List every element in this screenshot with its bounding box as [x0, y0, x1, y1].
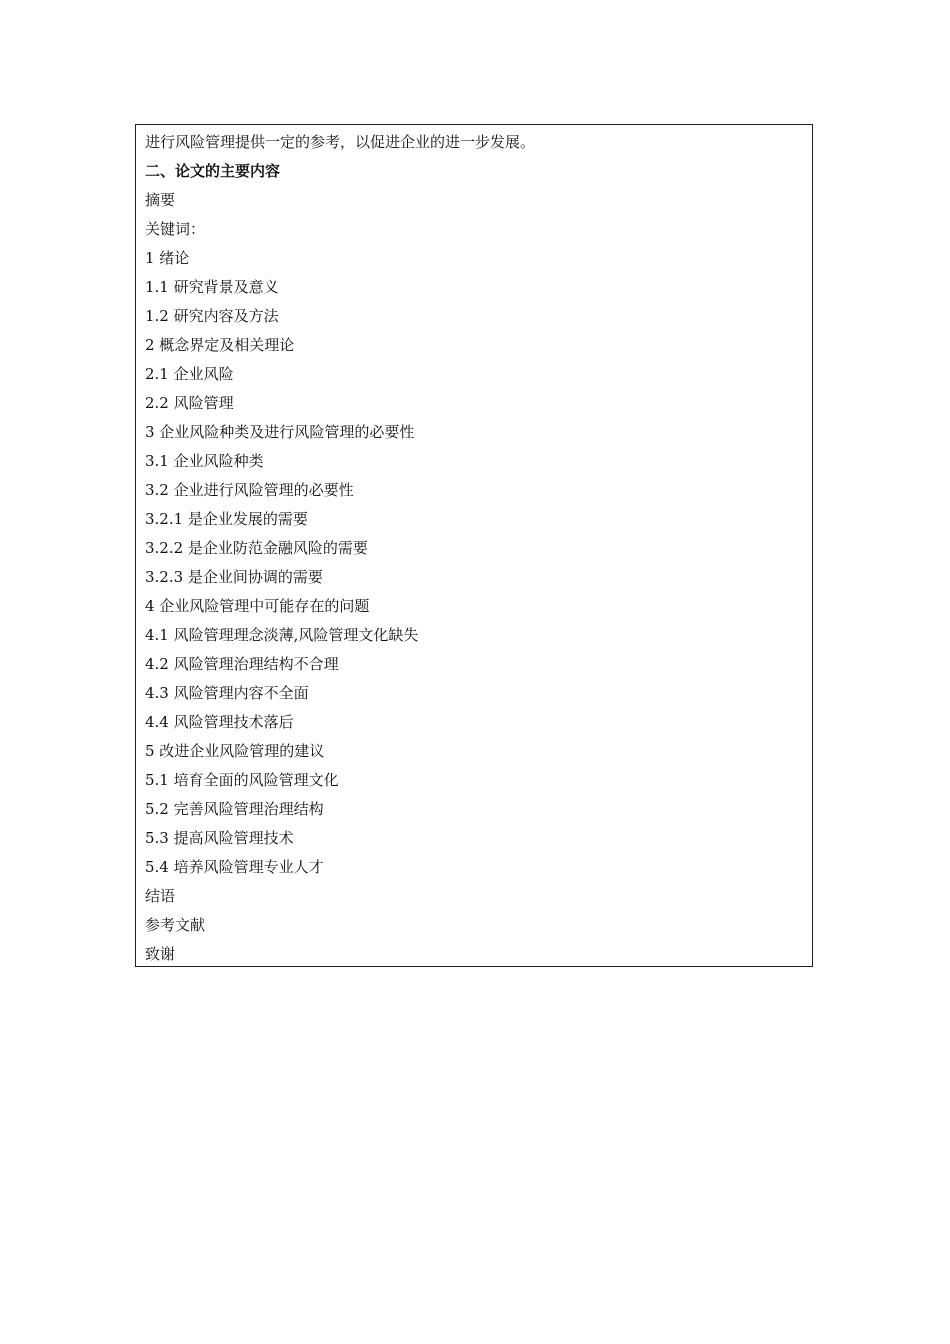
- outline-item: 5.4 培养风险管理专业人才: [145, 858, 324, 876]
- outline-item: 4.3 风险管理内容不全面: [145, 684, 309, 702]
- section-heading: 二、论文的主要内容: [145, 162, 281, 180]
- outline-item: 2 概念界定及相关理论: [145, 336, 295, 354]
- outline-item: 3.2.2 是企业防范金融风险的需要: [145, 539, 368, 557]
- outline-item: 2.1 企业风险: [145, 365, 234, 383]
- outline-item: 4 企业风险管理中可能存在的问题: [145, 597, 370, 615]
- outline-item: 1.1 研究背景及意义: [145, 278, 279, 296]
- outline-item: 3.2.1 是企业发展的需要: [145, 510, 308, 528]
- outline-item: 4.1 风险管理理念淡薄,风险管理文化缺失: [145, 626, 419, 644]
- content-table-cell: [135, 124, 813, 967]
- outline-item: 3 企业风险种类及进行风险管理的必要性: [145, 423, 415, 441]
- outline-item-acknowledgements: 致谢: [145, 945, 176, 963]
- outline-item: 1.2 研究内容及方法: [145, 307, 279, 325]
- intro-line: 进行风险管理提供一定的参考，以促进企业的进一步发展。: [145, 133, 536, 151]
- outline-item: 3.2 企业进行风险管理的必要性: [145, 481, 354, 499]
- outline-item: 5.2 完善风险管理治理结构: [145, 800, 324, 818]
- outline-item: 4.4 风险管理技术落后: [145, 713, 294, 731]
- outline-item: 5.1 培育全面的风险管理文化: [145, 771, 339, 789]
- outline-item-abstract: 摘要: [145, 191, 176, 209]
- outline-item-conclusion: 结语: [145, 887, 176, 905]
- outline-item: 5.3 提高风险管理技术: [145, 829, 294, 847]
- outline-item: 1 绪论: [145, 249, 190, 267]
- outline-item: 3.2.3 是企业间协调的需要: [145, 568, 323, 586]
- outline-item: 4.2 风险管理治理结构不合理: [145, 655, 339, 673]
- outline-item: 5 改进企业风险管理的建议: [145, 742, 325, 760]
- outline-item-references: 参考文献: [145, 916, 206, 934]
- outline-item: 3.1 企业风险种类: [145, 452, 264, 470]
- outline-item: 2.2 风险管理: [145, 394, 234, 412]
- outline-item-keywords: 关键词：: [145, 220, 206, 238]
